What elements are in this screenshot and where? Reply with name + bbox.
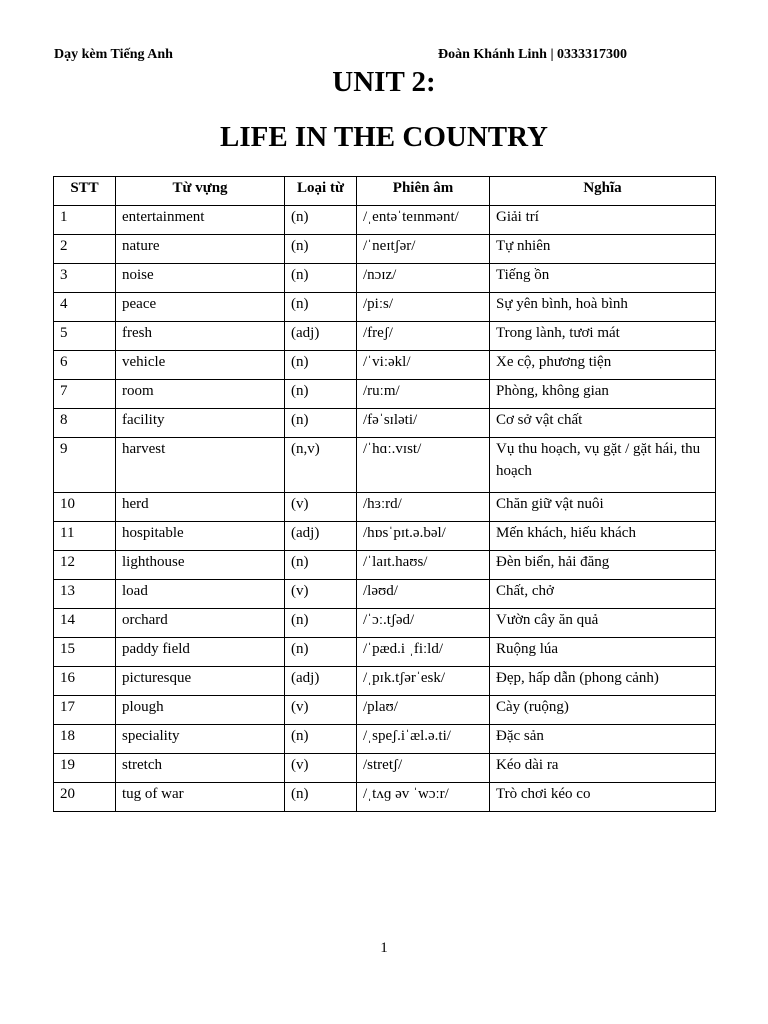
cell-type: (v): [285, 580, 357, 609]
cell-stt: 4: [54, 293, 116, 322]
cell-meaning: Cày (ruộng): [490, 696, 716, 725]
cell-word: hospitable: [116, 522, 285, 551]
column-header-type: Loại từ: [285, 177, 357, 206]
table-row: [54, 493, 716, 522]
cell-ipa: /ˈviːəkl/: [357, 351, 490, 380]
cell-meaning: Xe cộ, phương tiện: [490, 351, 716, 380]
cell-stt: 12: [54, 551, 116, 580]
table-row: [54, 580, 716, 609]
table-row: [54, 380, 716, 409]
cell-ipa: /piːs/: [357, 293, 490, 322]
table-row: [54, 522, 716, 551]
table-row: [54, 264, 716, 293]
cell-stt: 7: [54, 380, 116, 409]
table-row: [54, 438, 716, 493]
cell-word: facility: [116, 409, 285, 438]
cell-meaning: Mến khách, hiếu khách: [490, 522, 716, 551]
cell-meaning: Vườn cây ăn quả: [490, 609, 716, 638]
cell-word: lighthouse: [116, 551, 285, 580]
cell-type: (n,v): [285, 438, 357, 493]
cell-word: tug of war: [116, 783, 285, 812]
cell-meaning: Sự yên bình, hoà bình: [490, 293, 716, 322]
cell-ipa: /ruːm/: [357, 380, 490, 409]
table-header-row: [54, 177, 716, 206]
table-row: [54, 696, 716, 725]
table-row: [54, 293, 716, 322]
cell-ipa: /ˌpɪk.tʃərˈesk/: [357, 667, 490, 696]
cell-meaning: Chất, chở: [490, 580, 716, 609]
cell-ipa: /ˌentəˈteɪnmənt/: [357, 206, 490, 235]
table-row: [54, 206, 716, 235]
cell-word: harvest: [116, 438, 285, 493]
cell-word: nature: [116, 235, 285, 264]
unit-title: UNIT 2:: [332, 66, 436, 98]
cell-ipa: /nɔɪz/: [357, 264, 490, 293]
column-header-meaning: Nghĩa: [490, 177, 716, 206]
cell-type: (n): [285, 351, 357, 380]
cell-word: plough: [116, 696, 285, 725]
cell-meaning: Tự nhiên: [490, 235, 716, 264]
cell-type: (adj): [285, 322, 357, 351]
cell-meaning: Vụ thu hoạch, vụ gặt / gặt hái, thu hoạch: [490, 438, 716, 493]
cell-type: (v): [285, 493, 357, 522]
cell-stt: 11: [54, 522, 116, 551]
cell-meaning: Đặc sản: [490, 725, 716, 754]
cell-ipa: /ˈɔː.tʃəd/: [357, 609, 490, 638]
cell-stt: 17: [54, 696, 116, 725]
cell-word: entertainment: [116, 206, 285, 235]
cell-stt: 9: [54, 438, 116, 493]
cell-meaning: Ruộng lúa: [490, 638, 716, 667]
cell-word: room: [116, 380, 285, 409]
cell-ipa: /ˈneɪtʃər/: [357, 235, 490, 264]
cell-ipa: /freʃ/: [357, 322, 490, 351]
cell-stt: 19: [54, 754, 116, 783]
cell-type: (n): [285, 638, 357, 667]
cell-type: (n): [285, 783, 357, 812]
cell-stt: 20: [54, 783, 116, 812]
cell-stt: 18: [54, 725, 116, 754]
cell-meaning: Đèn biển, hải đăng: [490, 551, 716, 580]
header-left-text: Dạy kèm Tiếng Anh: [54, 47, 173, 62]
cell-word: herd: [116, 493, 285, 522]
cell-stt: 8: [54, 409, 116, 438]
cell-word: orchard: [116, 609, 285, 638]
cell-type: (adj): [285, 667, 357, 696]
vocabulary-table: [53, 176, 716, 812]
cell-type: (v): [285, 754, 357, 783]
cell-stt: 15: [54, 638, 116, 667]
cell-ipa: /plaʊ/: [357, 696, 490, 725]
cell-type: (v): [285, 696, 357, 725]
cell-stt: 3: [54, 264, 116, 293]
cell-word: noise: [116, 264, 285, 293]
cell-word: load: [116, 580, 285, 609]
vocabulary-table-body: [54, 206, 716, 812]
column-header-ipa: Phiên âm: [357, 177, 490, 206]
cell-stt: 6: [54, 351, 116, 380]
table-row: [54, 322, 716, 351]
cell-stt: 5: [54, 322, 116, 351]
cell-word: picturesque: [116, 667, 285, 696]
cell-stt: 1: [54, 206, 116, 235]
cell-type: (n): [285, 293, 357, 322]
table-row: [54, 667, 716, 696]
cell-type: (n): [285, 551, 357, 580]
cell-word: stretch: [116, 754, 285, 783]
cell-type: (n): [285, 264, 357, 293]
cell-stt: 2: [54, 235, 116, 264]
cell-ipa: /ˈlaɪt.haʊs/: [357, 551, 490, 580]
cell-type: (adj): [285, 522, 357, 551]
cell-meaning: Trong lành, tươi mát: [490, 322, 716, 351]
cell-ipa: /ˈpæd.i ˌfiːld/: [357, 638, 490, 667]
unit-subtitle: LIFE IN THE COUNTRY: [220, 121, 548, 153]
column-header-stt: STT: [54, 177, 116, 206]
cell-ipa: /ˌtʌɡ əv ˈwɔːr/: [357, 783, 490, 812]
table-row: [54, 783, 716, 812]
page-number: 1: [380, 940, 388, 956]
cell-meaning: Cơ sở vật chất: [490, 409, 716, 438]
cell-meaning: Trò chơi kéo co: [490, 783, 716, 812]
cell-word: fresh: [116, 322, 285, 351]
cell-type: (n): [285, 206, 357, 235]
cell-ipa: /ləʊd/: [357, 580, 490, 609]
cell-meaning: Tiếng ồn: [490, 264, 716, 293]
cell-meaning: Kéo dài ra: [490, 754, 716, 783]
cell-meaning: Đẹp, hấp dẫn (phong cảnh): [490, 667, 716, 696]
table-row: [54, 754, 716, 783]
cell-ipa: /stretʃ/: [357, 754, 490, 783]
cell-type: (n): [285, 235, 357, 264]
table-row: [54, 638, 716, 667]
cell-meaning: Chăn giữ vật nuôi: [490, 493, 716, 522]
table-row: [54, 409, 716, 438]
cell-stt: 13: [54, 580, 116, 609]
cell-type: (n): [285, 725, 357, 754]
cell-stt: 16: [54, 667, 116, 696]
column-header-word: Từ vựng: [116, 177, 285, 206]
table-row: [54, 235, 716, 264]
cell-ipa: /ˈhɑː.vɪst/: [357, 438, 490, 493]
cell-stt: 10: [54, 493, 116, 522]
cell-word: peace: [116, 293, 285, 322]
header-right-text: Đoàn Khánh Linh | 0333317300: [438, 47, 628, 62]
cell-type: (n): [285, 609, 357, 638]
cell-ipa: /hɜːrd/: [357, 493, 490, 522]
table-row: [54, 551, 716, 580]
table-row: [54, 609, 716, 638]
cell-word: speciality: [116, 725, 285, 754]
table-row: [54, 725, 716, 754]
cell-ipa: /fəˈsɪləti/: [357, 409, 490, 438]
cell-type: (n): [285, 409, 357, 438]
cell-ipa: /hɒsˈpɪt.ə.bəl/: [357, 522, 490, 551]
cell-ipa: /ˌspeʃ.iˈæl.ə.ti/: [357, 725, 490, 754]
cell-meaning: Giải trí: [490, 206, 716, 235]
cell-word: vehicle: [116, 351, 285, 380]
cell-word: paddy field: [116, 638, 285, 667]
cell-stt: 14: [54, 609, 116, 638]
cell-meaning: Phòng, không gian: [490, 380, 716, 409]
cell-type: (n): [285, 380, 357, 409]
table-row: [54, 351, 716, 380]
